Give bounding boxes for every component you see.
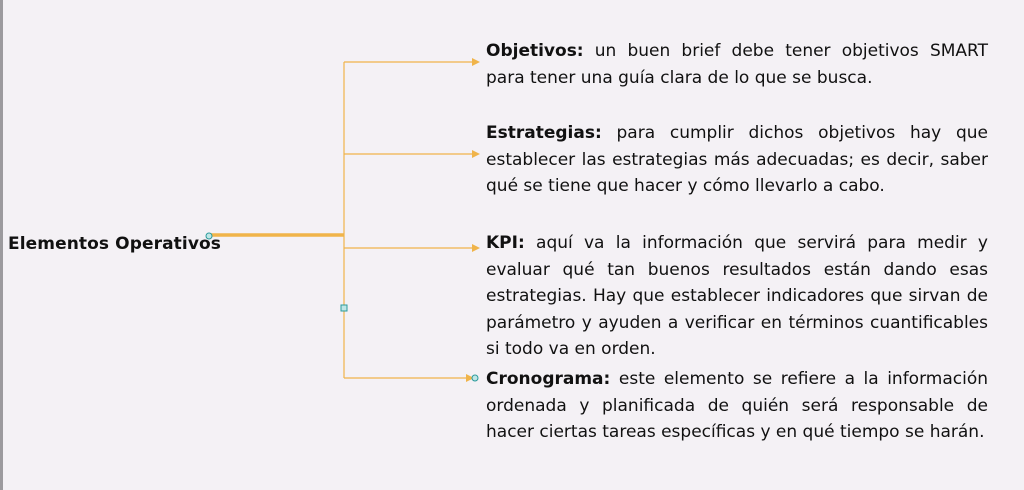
branch-term: Estrategias: [486,123,602,143]
branch-text: este elemento se refiere a la información ordenada y planificada de quién será responsable de hacer ciertas tareas específicas y en qué tiempo se harán. [486,369,988,442]
cronograma-handle [472,375,478,381]
arrow-kpi-icon [472,244,480,252]
branch-text: aquí va la información que servirá para medir y evaluar qué tan buenos resultados están dando esas estrategias. Hay que establecer indicadores que sirvan de parámetro y ayuden a verificar en términos cuantificables si todo va en orden. [486,233,988,359]
root-node-label[interactable]: Elementos Operativos [8,234,221,254]
branch-text: para cumplir dichos objetivos hay que establecer las estrategias más adecuadas; es decir, saber qué se tiene que hacer y cómo llevarlo a cabo. [486,123,988,196]
branch-cronograma[interactable] [486,366,988,446]
branch-term: Objetivos: [486,41,584,61]
arrow-objetivos-icon [472,58,480,66]
spine-handle [341,305,347,311]
branch-term: KPI: [486,233,525,253]
arrow-estrategias-icon [472,150,480,158]
branch-term: Cronograma: [486,369,611,389]
branch-kpi[interactable] [486,230,988,363]
branch-objetivos[interactable] [486,38,988,91]
branch-text: un buen brief debe tener objetivos SMART para tener una guía clara de lo que se busca. [486,41,988,88]
branch-estrategias[interactable] [486,120,988,200]
